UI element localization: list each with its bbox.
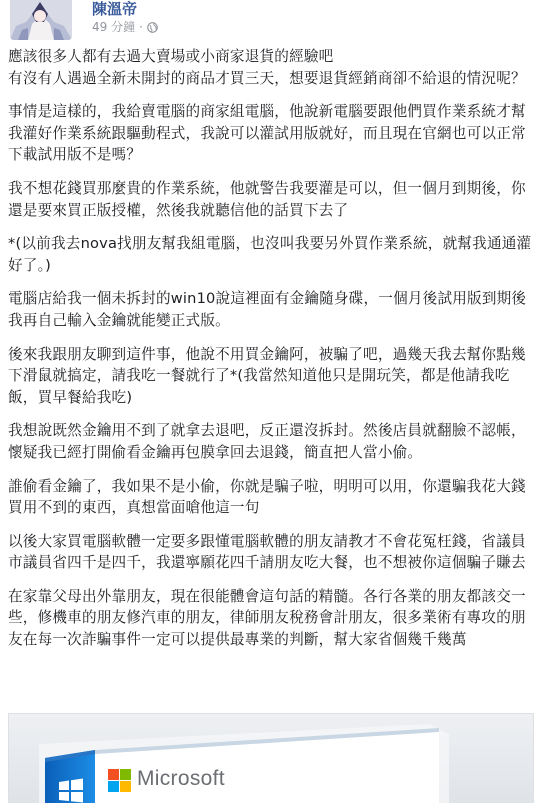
paragraph: 誰偷看金鑰了，我如果不是小偷，你就是騙子啦，明明可以用，你還騙我花大錢買用不到的東西，真想當面嗆他這一句 (8, 477, 526, 517)
attached-photo[interactable] (8, 713, 534, 803)
avatar[interactable] (10, 0, 72, 40)
avatar-image (10, 0, 72, 40)
paragraph: 電腦店給我一個未拆封的win10說這裡面有金鑰隨身碟，一個月後試用版到期後我再自己輸入金鑰就能變正式版。 (8, 290, 527, 329)
post-meta (92, 20, 158, 34)
paragraph: 事情是這樣的，我給賣電腦的商家組電腦，他說新電腦要跟他們買作業系統才幫我灌好作業系統跟驅動程式，我說可以灌試用版就好，而且現在官網也可以正常下載試用版不是嗎？ (8, 103, 526, 164)
paragraph: 以後大家買電腦軟體一定要多跟懂電腦軟體的朋友請教才不會花冤枉錢，省議員市議員省四千是四千，我還寧願花四千請朋友吃大餐，也不想被你這個騙子賺去 (8, 532, 526, 572)
paragraph: 我想說既然金鑰用不到了就拿去退吧，反正還沒拆封。然後店員就翻臉不認帳，懷疑我已經打開偷看金鑰再包膜拿回去退錢，簡直把人當小偷。 (8, 422, 526, 461)
paragraph: 在家靠父母出外靠朋友，現在很能體會這句話的精髓。各行各業的朋友都該交一些，修機車的朋友修汽車的朋友，律師朋友稅務會計朋友，很多業術有專攻的朋友在每一次詐騙事件一定可以提供最專業的判斷，幫大家省個幾千幾萬 (8, 587, 526, 649)
post-header (0, 0, 542, 44)
paragraph: 應該很多人都有去過大賣場或小商家退貨的經驗吧 有沒有人遇過全新未開封的商品才買三天，想要退貨經銷商卻不給退的情況呢？ (8, 48, 526, 87)
post-body (8, 46, 536, 663)
windows-box-image (9, 714, 533, 803)
microsoft-logo-icon (108, 769, 131, 792)
author-name[interactable]: 陳溫帝 (92, 0, 138, 18)
meta-separator: · (139, 20, 143, 34)
paragraph: 我不想花錢買那麼貴的作業系統，他就警告我要灌是可以，但一個月到期後，你還是要來買正版授權，然後我就聽信他的話買下去了 (8, 179, 526, 219)
paragraph: *(以前我去nova找朋友幫我組電腦，也沒叫我要另外買作業系統，就幫我通通灌好了。) (8, 235, 532, 274)
microsoft-brand-text: Microsoft (137, 767, 225, 790)
paragraph: 後來我跟朋友聊到這件事，他說不用買金鑰阿，被騙了吧，過幾天我去幫你點幾下滑鼠就搞定，請我吃一餐就行了*(我當然知道他只是開玩笑，都是他請我吃飯，買早餐給我吃) (8, 345, 526, 406)
timestamp[interactable]: 49 分鐘 (92, 20, 136, 34)
globe-icon[interactable] (147, 22, 158, 33)
